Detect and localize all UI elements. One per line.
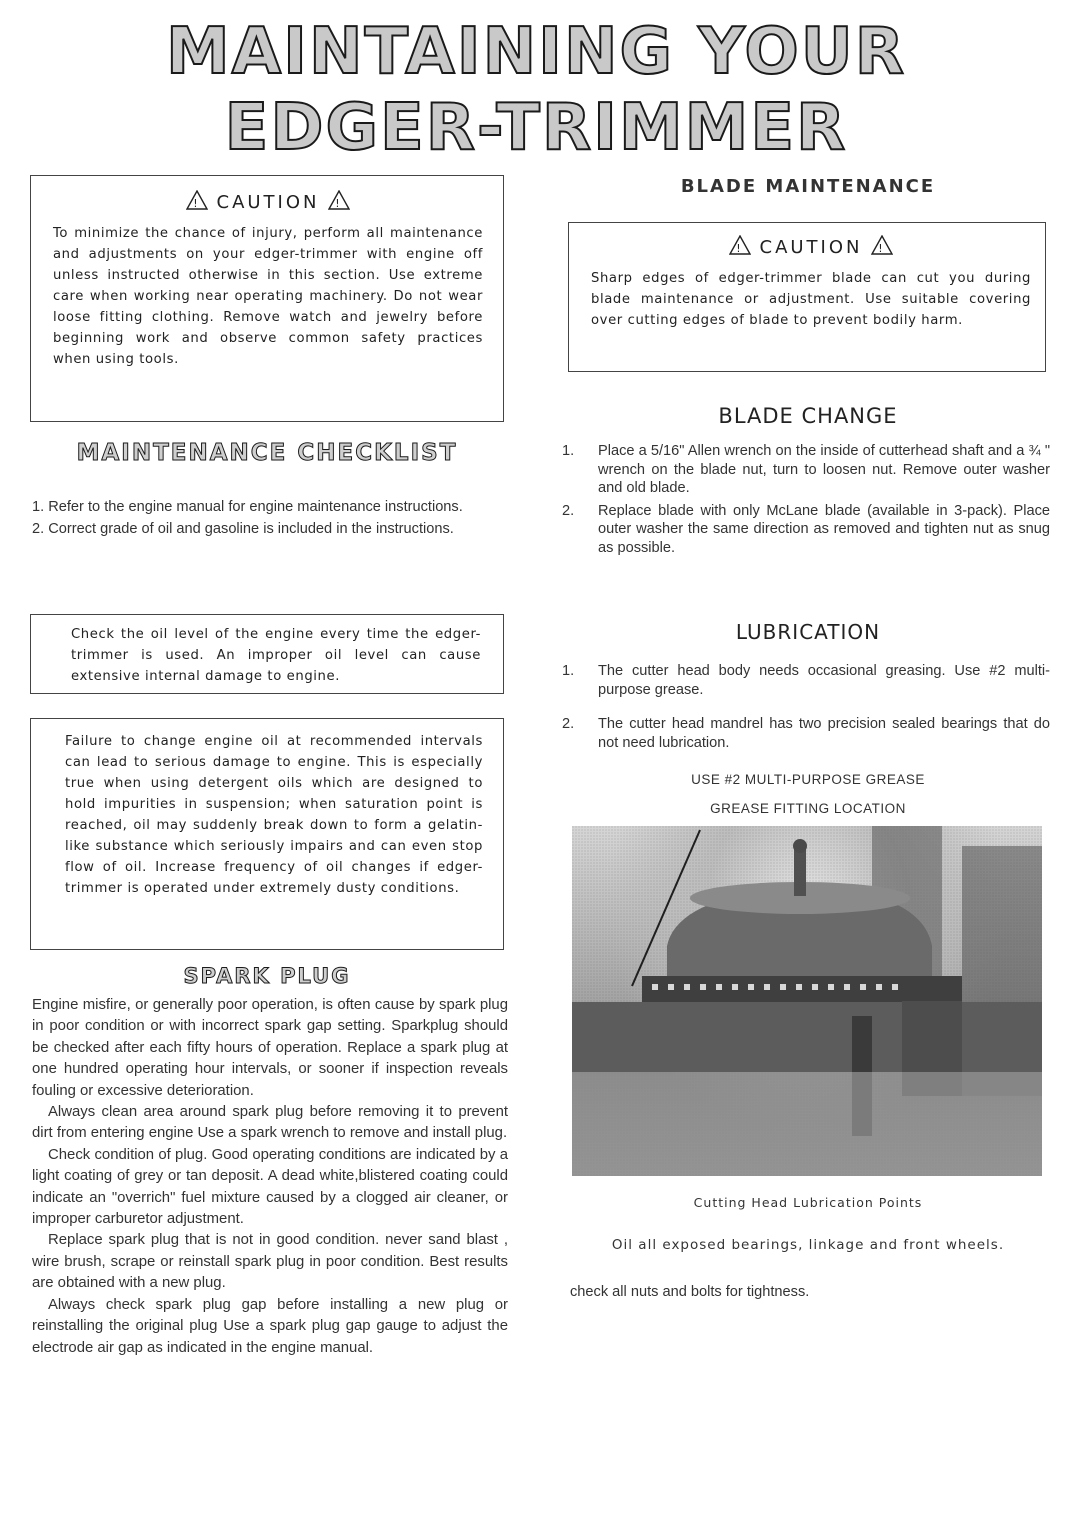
- oil-change-warning-box: [30, 718, 504, 950]
- grease-label: USE #2 MULTI-PURPOSE GREASE: [691, 772, 925, 787]
- checklist-item: 1. Refer to the engine manual for engine maintenance instructions.: [32, 499, 463, 515]
- spark-plug-paragraph: Replace spark plug that is not in good condition. never sand blast , wire brush, scrape or reinstall spark plug in poor condition. Best results are obtained with a new plug.: [32, 1232, 508, 1292]
- spark-plug-paragraph: Always check spark plug gap before installing a new plug or reinstalling the original plug Use a spark plug gap gauge to adjust the electrode air gap as indicated in the engine manual.: [32, 1296, 508, 1356]
- blade-maintenance-heading: BLADE MAINTENANCE: [680, 176, 936, 197]
- list-number: 2.: [562, 716, 575, 733]
- list-text: Place a 5/16" Allen wrench on the inside of cutterhead shaft and a ¾ " wrench on the blade nut, turn to loosen nut. Remove outer washer and old blade.: [598, 443, 1050, 497]
- spark-plug-paragraph: Engine misfire, or generally poor operation, is often cause by spark plug in poor condition or with incorrect spark gap setting. Sparkplug should be checked after each fifty hours of operation. Replace a spark plug at one hundred operating hour intervals, or sooner if inspection reveals fouling or excessive deterioration.: [32, 997, 508, 1099]
- spark-plug-heading: SPARK PLUG: [183, 964, 351, 988]
- title-line-1: MAINTAINING YOUR: [165, 15, 907, 89]
- page-title: [0, 14, 1072, 166]
- list-number: 2.: [562, 502, 575, 519]
- caution-box: [30, 175, 504, 422]
- svg-text:!: !: [193, 197, 201, 210]
- maintenance-checklist: [32, 496, 494, 540]
- svg-text:!: !: [335, 197, 343, 210]
- grease-fitting-label: GREASE FITTING LOCATION: [710, 801, 906, 816]
- svg-text:!: !: [878, 242, 886, 255]
- lubrication-heading: LUBRICATION: [735, 620, 881, 644]
- list-item: [562, 442, 1050, 498]
- blade-change-list: [562, 442, 1050, 560]
- oil-note: Oil all exposed bearings, linkage and front wheels.: [611, 1237, 1005, 1253]
- caution-text: To minimize the chance of injury, perform all maintenance and adjustments on your edger-trimmer with engine off unless instructed otherwise in this section. Use extreme care when working near operating machinery. Do not wear loose fitting clothing. Remove watch and jewelry before beginning work and observe common safety practices when using tools.: [53, 226, 483, 367]
- list-text: Replace blade with only McLane blade (available in 3-pack). Place outer washer the same direction as removed and tighten nut as snug as possible.: [598, 502, 1050, 556]
- warning-icon: [186, 190, 208, 210]
- check-note: check all nuts and bolts for tightness.: [570, 1284, 810, 1300]
- spark-plug-paragraph: Always clean area around spark plug before removing it to prevent dirt from entering engine Use a spark wrench to remove and install plug.: [32, 1104, 508, 1142]
- list-item: [562, 715, 1050, 752]
- warning-icon: [328, 190, 350, 210]
- spark-plug-paragraph: Check condition of plug. Good operating conditions are indicated by a light coating of grey or tan deposit. A dead white,blistered coating could indicate an "overrich" fuel mixture caused by a clogged air cleaner, or improper carburetor adjustment.: [32, 1146, 508, 1228]
- list-text: The cutter head mandrel has two precision sealed bearings that do not need lubrication.: [598, 716, 1050, 751]
- svg-text:!: !: [736, 242, 744, 255]
- list-number: 1.: [562, 663, 575, 679]
- caution-label: CAUTION: [216, 192, 320, 213]
- title-line-2: EDGER-TRIMMER: [224, 91, 848, 165]
- list-item: [562, 502, 1050, 558]
- caution-label: CAUTION: [759, 237, 863, 258]
- caution-heading: [53, 190, 483, 213]
- warning-icon: [871, 235, 893, 255]
- oil-level-text: Check the oil level of the engine every time the edger-trimmer is used. An improper oil level can cause extensive internal damage to engine.: [71, 627, 481, 684]
- blade-caution-box: [568, 222, 1046, 372]
- maintenance-checklist-heading: MAINTENANCE CHECKLIST: [76, 440, 458, 466]
- checklist-item: 2. Correct grade of oil and gasoline is included in the instructions.: [32, 521, 454, 537]
- oil-level-box: [30, 614, 504, 694]
- cutting-head-illustration: [572, 826, 1042, 1176]
- blade-caution-text: Sharp edges of edger-trimmer blade can cut you during blade maintenance or adjustment. Use suitable covering over cutting edges of blade to prevent bodily harm.: [591, 271, 1031, 328]
- blade-caution-heading: [591, 235, 1031, 258]
- oil-change-warning-text: Failure to change engine oil at recommended intervals can lead to serious damage to engine. This is especially true when using detergent oils which are designed to hold impurities in suspension; when saturation point is reached, oil may suddenly break down to form a gelatin-like substance which seriously impairs and can even stop flow of oil. Increase frequency of oil changes if edger-trimmer is operated under extremely dusty conditions.: [65, 734, 483, 896]
- list-text: The cutter head body needs occasional greasing. Use #2 multi-purpose grease.: [598, 663, 1050, 698]
- spark-plug-text: [32, 995, 508, 1359]
- photo-caption: Cutting Head Lubrication Points: [693, 1195, 923, 1210]
- list-item: [562, 662, 1050, 699]
- blade-change-heading: BLADE CHANGE: [718, 404, 898, 428]
- list-number: 1.: [562, 443, 575, 459]
- cutting-head-photo: [572, 826, 1042, 1176]
- warning-icon: [729, 235, 751, 255]
- lubrication-list: [562, 662, 1050, 754]
